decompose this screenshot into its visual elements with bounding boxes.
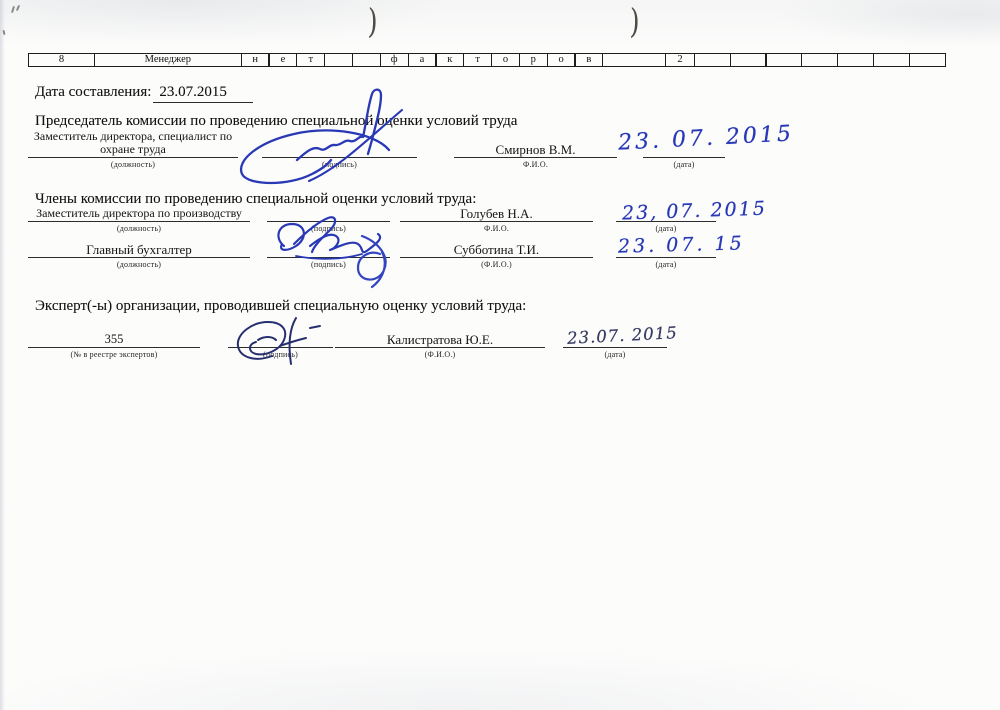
scan-speck	[3, 30, 6, 35]
expert-heading: Эксперт(-ы) организации, проводившей специальную оценку условий труда:	[35, 298, 527, 314]
expert-date-label: (дата)	[604, 350, 626, 359]
member1-position-label: (должность)	[116, 224, 162, 233]
table-cell	[909, 53, 946, 67]
table-cell: е	[268, 53, 297, 67]
table-cell	[602, 53, 666, 67]
scan-speck	[11, 6, 15, 13]
member1-signature-label: (подпись)	[310, 224, 346, 233]
table-cell: т	[463, 53, 492, 67]
expert-signature-ink	[228, 316, 328, 368]
member1-name-value: Голубев Н.А.	[400, 206, 593, 222]
table-cell: ф	[380, 53, 409, 67]
members-heading: Члены комиссии по проведению специальной оценки условий труда:	[35, 191, 477, 207]
table-cell: 8	[28, 53, 95, 67]
table-cell: о	[547, 53, 576, 67]
chairman-name-label: Ф.И.О.	[522, 160, 549, 169]
table-cell: а	[408, 53, 437, 67]
chairman-name-field	[454, 138, 617, 169]
compilation-date-value: 23.07.2015	[153, 84, 253, 103]
expert-name-field	[335, 330, 545, 359]
table-cell	[801, 53, 838, 67]
compilation-date-label: Дата составления:	[35, 84, 152, 100]
table-cell: к	[435, 53, 464, 67]
member1-handwritten-date: 23, 07. 2015	[621, 197, 768, 225]
member2-date-label: (дата)	[655, 260, 677, 269]
members-signature-ink	[266, 194, 406, 289]
table-cell: в	[574, 53, 603, 67]
table-cell: Менеджер	[94, 53, 242, 67]
table-cell	[873, 53, 910, 67]
compilation-date-line	[35, 84, 253, 103]
table-cell: т	[296, 53, 325, 67]
expert-name-value: Калистратова Ю.Е.	[335, 330, 545, 348]
chairman-handwritten-date: 23. 07. 2015	[617, 121, 795, 156]
table-cell: н	[241, 53, 270, 67]
member2-signature-label: (подпись)	[310, 260, 346, 269]
table-cell	[324, 53, 353, 67]
chairman-position-label: (должность)	[110, 160, 156, 169]
member2-position-value: Главный бухгалтер	[28, 242, 250, 258]
chairman-date-label: (дата)	[673, 160, 695, 169]
table-cell	[765, 53, 802, 67]
member2-name-label: (Ф.И.О.)	[481, 260, 512, 269]
chairman-name-value: Смирнов В.М.	[454, 138, 617, 158]
member2-handwritten-date: 23. 07. 15	[617, 232, 745, 258]
expert-signature-label: (подпись)	[262, 350, 298, 359]
member1-date-label: (дата)	[655, 224, 677, 233]
scan-artifact-paren-left: )	[367, 1, 379, 43]
expert-number-field	[28, 330, 200, 359]
member1-position-field	[28, 206, 250, 233]
table-cell: о	[491, 53, 520, 67]
table-cell	[694, 53, 731, 67]
expert-handwritten-date: 23.07. 2015	[566, 323, 679, 348]
member2-name-value: Субботина Т.И.	[400, 242, 593, 258]
expert-number-label: (№ в реестре экспертов)	[70, 350, 158, 359]
member2-name-field	[400, 242, 593, 269]
chairman-position-value: Заместитель директора, специалист по охране труда	[28, 129, 238, 158]
member1-position-value: Заместитель директора по производству	[28, 206, 250, 222]
member1-name-label: Ф.И.О.	[483, 224, 510, 233]
chairman-position-field	[28, 129, 238, 169]
scan-artifact-paren-right: )	[629, 1, 641, 43]
table-cell	[730, 53, 767, 67]
table-cell: 2	[665, 53, 695, 67]
table-cell: р	[519, 53, 548, 67]
chairman-heading: Председатель комиссии по проведению специальной оценки условий труда	[35, 113, 518, 129]
chairman-signature-label: (подпись)	[321, 160, 357, 169]
scan-speck	[16, 5, 20, 11]
member2-position-field	[28, 242, 250, 269]
table-cell	[352, 53, 381, 67]
chairman-signature-ink	[234, 86, 419, 186]
expert-name-label: (Ф.И.О.)	[424, 350, 456, 359]
expert-number-value: 355	[28, 330, 200, 348]
member1-name-field	[400, 206, 593, 233]
table-cell	[837, 53, 874, 67]
assessment-table-row	[28, 53, 946, 67]
member2-position-label: (должность)	[116, 260, 162, 269]
